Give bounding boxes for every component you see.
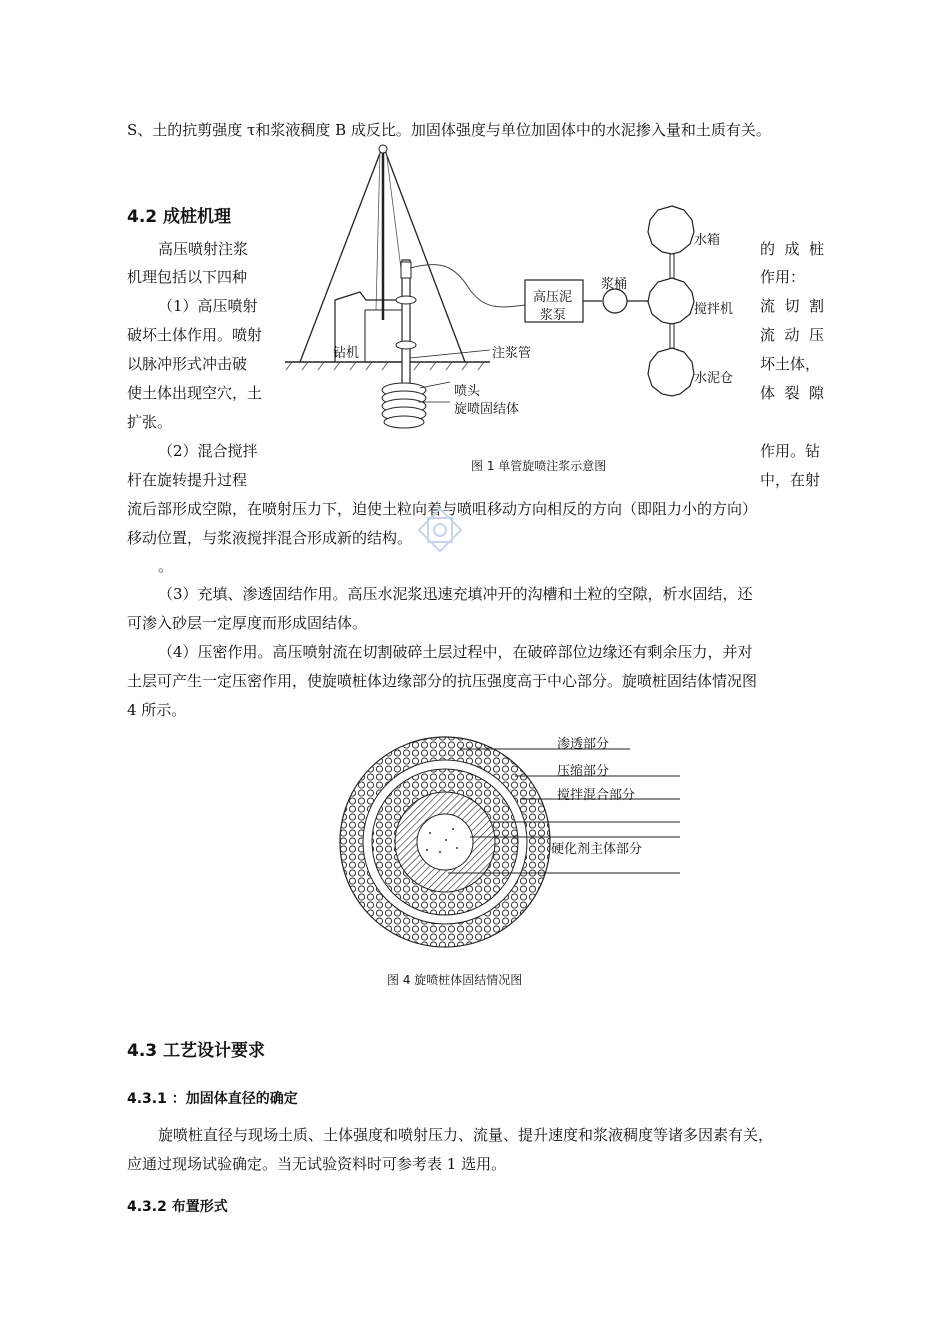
paragraph-line: 流 动 压 xyxy=(760,326,824,344)
paragraph-line: 机理包括以下四种 xyxy=(127,268,248,286)
paragraph-line: 流后部形成空隙，在喷射压力下，迫使土粒向着与喷咀移动方向相反的方向（即阻力小的方向） xyxy=(127,500,758,518)
fig4-label-layer: 压缩部分 xyxy=(557,764,610,779)
fig4-label-layer: 硬化剂主体部分 xyxy=(551,842,643,857)
fig1-label-cement-silo: 水泥仓 xyxy=(694,371,734,386)
paragraph-line: 坏土体， xyxy=(760,355,821,373)
figure-1-caption: 图 1 单管旋喷注浆示意图 xyxy=(471,459,607,473)
paragraph-line: （3）充填、渗透固结作用。高压水泥浆迅速充填冲开的沟槽和土粒的空隙，析水固结，还 xyxy=(158,585,753,603)
fig4-label-layer: 搅拌混合部分 xyxy=(557,788,636,803)
paragraph-line: （4）压密作用。高压喷射流在切割破碎土层过程中，在破碎部位边缘还有剩余压力，并对 xyxy=(158,643,753,661)
paragraph-line: 作用： xyxy=(760,268,806,286)
paragraph-line: S、土的抗剪强度 τ和浆液稠度 B 成反比。加固体强度与单位加固体中的水泥掺入量和土质有关。 xyxy=(127,121,771,139)
paragraph-line: 移动位置，与浆液搅拌混合形成新的结构。 xyxy=(127,529,413,547)
paragraph-line: 应通过现场试验确定。当无试验资料时可参考表 1 选用。 xyxy=(127,1155,507,1173)
figure-4-caption: 图 4 旋喷桩体固结情况图 xyxy=(387,973,523,987)
paragraph-line: 使土体出现空穴，土 xyxy=(127,384,263,402)
paragraph-line: 土层可产生一定压密作用，使旋喷桩体边缘部分的抗压强度高于中心部分。旋喷桩固结体情况图 xyxy=(127,672,758,690)
paragraph-line: 流 切 割 xyxy=(760,297,824,315)
paragraph-line: 高压喷射注浆 xyxy=(158,240,249,258)
paragraph-line: 杆在旋转提升过程 xyxy=(127,471,248,489)
subsection-heading-4-3-2: 4.3.2 布置形式 xyxy=(127,1199,228,1215)
paragraph-line: 4 所示。 xyxy=(127,701,187,719)
paragraph-line: （2）混合搅拌 xyxy=(158,442,258,460)
fig1-label-mixer: 搅拌机 xyxy=(694,302,734,317)
fig1-label-jet-body: 旋喷固结体 xyxy=(454,402,520,417)
subsection-heading-4-3-1: 4.3.1 ：加固体直径的确定 xyxy=(127,1091,298,1107)
paragraph-line: 的 成 桩 xyxy=(760,240,824,258)
fig1-label-pump-2: 浆泵 xyxy=(540,308,567,323)
fig1-label-grout-pipe: 注浆管 xyxy=(492,346,532,361)
paragraph-line: 可渗入砂层一定厚度而形成固结体。 xyxy=(127,614,368,632)
section-heading-4-3: 4.3 工艺设计要求 xyxy=(127,1041,266,1061)
fig1-label-pump-1: 高压泥 xyxy=(533,290,573,305)
fig4-label-layer: 渗透部分 xyxy=(557,737,610,752)
paragraph-line: （1）高压喷射 xyxy=(158,297,258,315)
fig1-label-nozzle: 喷头 xyxy=(454,384,481,399)
fig1-label-slurry-bucket: 浆桶 xyxy=(601,277,628,292)
paragraph-line: 旋喷桩直径与现场土质、土体强度和喷射压力、流量、提升速度和浆液稠度等诸多因素有关， xyxy=(158,1126,774,1144)
section-heading-4-2: 4.2 成桩机理 xyxy=(127,207,232,227)
fig1-label-water-tank: 水箱 xyxy=(694,233,721,248)
paragraph-line: 作用。钻 xyxy=(760,442,821,460)
paragraph-line: 。 xyxy=(158,557,174,575)
paragraph-line: 体 裂 隙 xyxy=(760,384,824,402)
paragraph-line: 以脉冲形式冲击破 xyxy=(127,355,248,373)
paragraph-line: 破坏土体作用。喷射 xyxy=(127,326,263,344)
fig1-label-drill: 钻机 xyxy=(333,346,360,361)
paragraph-line: 中，在射 xyxy=(760,471,821,489)
watermark-logo xyxy=(410,500,470,560)
paragraph-line: 扩张。 xyxy=(127,413,173,431)
